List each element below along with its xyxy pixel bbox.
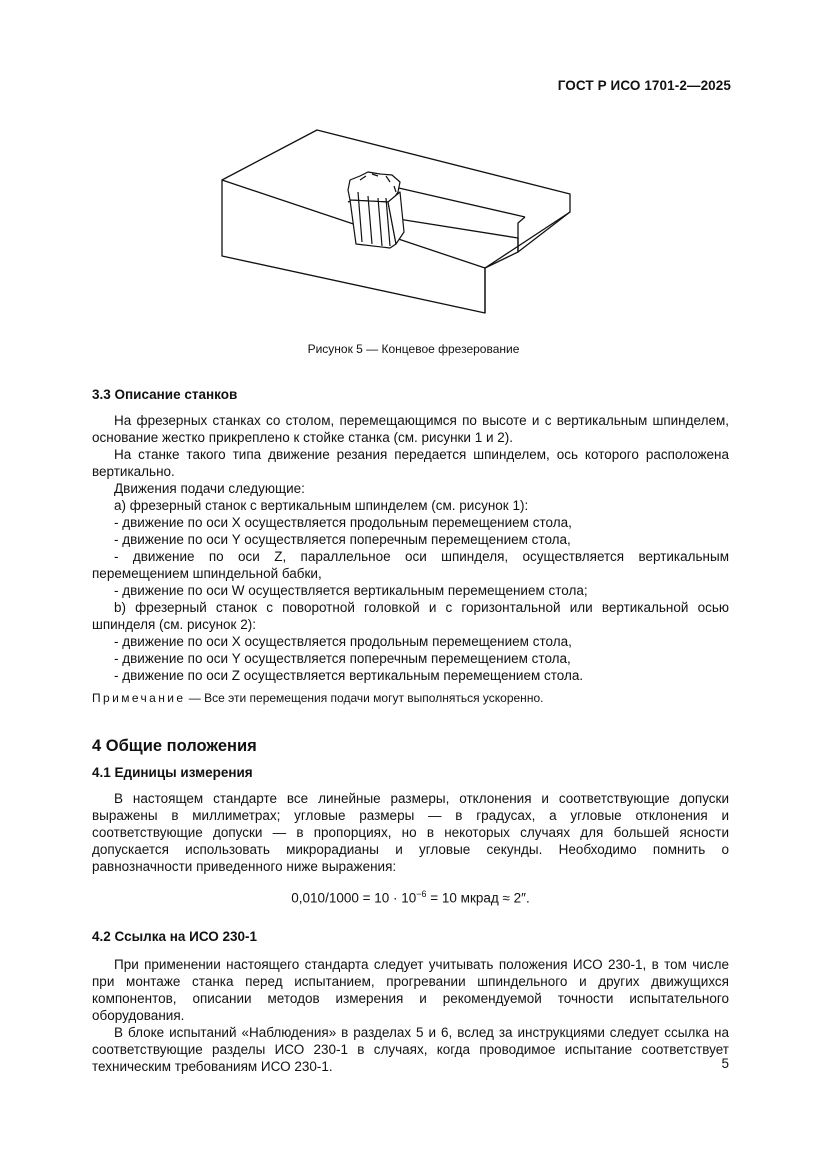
document-header-id: ГОСТ Р ИСО 1701-2—2025 — [557, 78, 731, 93]
list-subitem: - движение по оси Y осуществляется поперечным перемещением стола, — [114, 651, 571, 666]
section-4-title: 4 Общие положения — [92, 737, 257, 755]
main-content — [92, 386, 729, 1075]
list-subitem: - движение по оси X осуществляется продольным перемещением стола, — [114, 515, 572, 530]
end-milling-figure — [200, 120, 600, 340]
paragraph: Движения подачи следующие: — [114, 481, 305, 496]
section-4-1-title: 4.1 Единицы измерения — [92, 765, 253, 780]
list-subitem: - движение по оси W осуществляется вертикальным перемещением стола; — [114, 583, 588, 598]
figure-caption: Рисунок 5 — Концевое фрезерование — [307, 342, 520, 356]
note — [92, 690, 729, 706]
list-item-b: b) фрезерный станок с поворотной головкой и с горизонтальной или вертикальной осью шпинделя (см. рисунок 2): — [92, 600, 729, 632]
paragraph: В настоящем стандарте все линейные размеры, отклонения и соответствующие допуски выражены в миллиметрах; угловые размеры — в градусах, а угловые отклонения и соответствующие допуски — в пропорциях, но в некоторых случаях для большей ясности допускается использовать микрорадианы и угловые секунды. Необходимо помнить о равнозначности приведенного ниже выражения: — [92, 791, 729, 874]
list-item-a: a) фрезерный станок с вертикальным шпинделем (см. рисунок 1): — [114, 498, 529, 513]
note-label: Примечание — [92, 691, 186, 705]
formula: $0,010/1000 = 10 \cdot 10^{-6} = 10$ мкрад ≈ 2″. — [291, 889, 530, 906]
list-subitem: - движение по оси X осуществляется продольным перемещением стола, — [114, 634, 572, 649]
page-number: 5 — [721, 1056, 729, 1071]
paragraph: На фрезерных станках со столом, перемещающимся по высоте и с вертикальным шпинделем, основание жестко прикреплено к стойке станка (см. рисунки 1 и 2). — [92, 413, 729, 445]
list-subitem: - движение по оси Y осуществляется поперечным перемещением стола, — [114, 532, 571, 547]
paragraph: На станке такого типа движение резания передается шпинделем, ось которого расположена вертикально. — [92, 447, 729, 479]
paragraph: При применении настоящего стандарта следует учитывать положения ИСО 230-1, в том числе при монтаже станка перед испытанием, прогревании шпиндельного и других движущихся компонентов, описании методов измерения и рекомендуемой точности испытательного оборудования. — [92, 956, 729, 1023]
note-text: — Все эти перемещения подачи могут выполняться ускоренно. — [185, 691, 544, 705]
section-4-2-title: 4.2 Ссылка на ИСО 230-1 — [92, 928, 258, 944]
paragraph: В блоке испытаний «Наблюдения» в разделах 5 и 6, вслед за инструкциями следует ссылка на соответствующие разделы ИСО 230-1 в случаях, когда проводимое испытание соответствует техническим требованиям ИСО 230-1. — [92, 1024, 729, 1074]
list-subitem: - движение по оси Z, параллельное оси шпинделя, осуществляется вертикальным перемещением шпиндельной бабки, — [92, 549, 729, 581]
list-subitem: - движение по оси Z осуществляется вертикальным перемещением стола. — [114, 668, 584, 683]
section-3-3-title: 3.3 Описание станков — [92, 387, 238, 402]
end-mill-cutter — [348, 172, 404, 248]
